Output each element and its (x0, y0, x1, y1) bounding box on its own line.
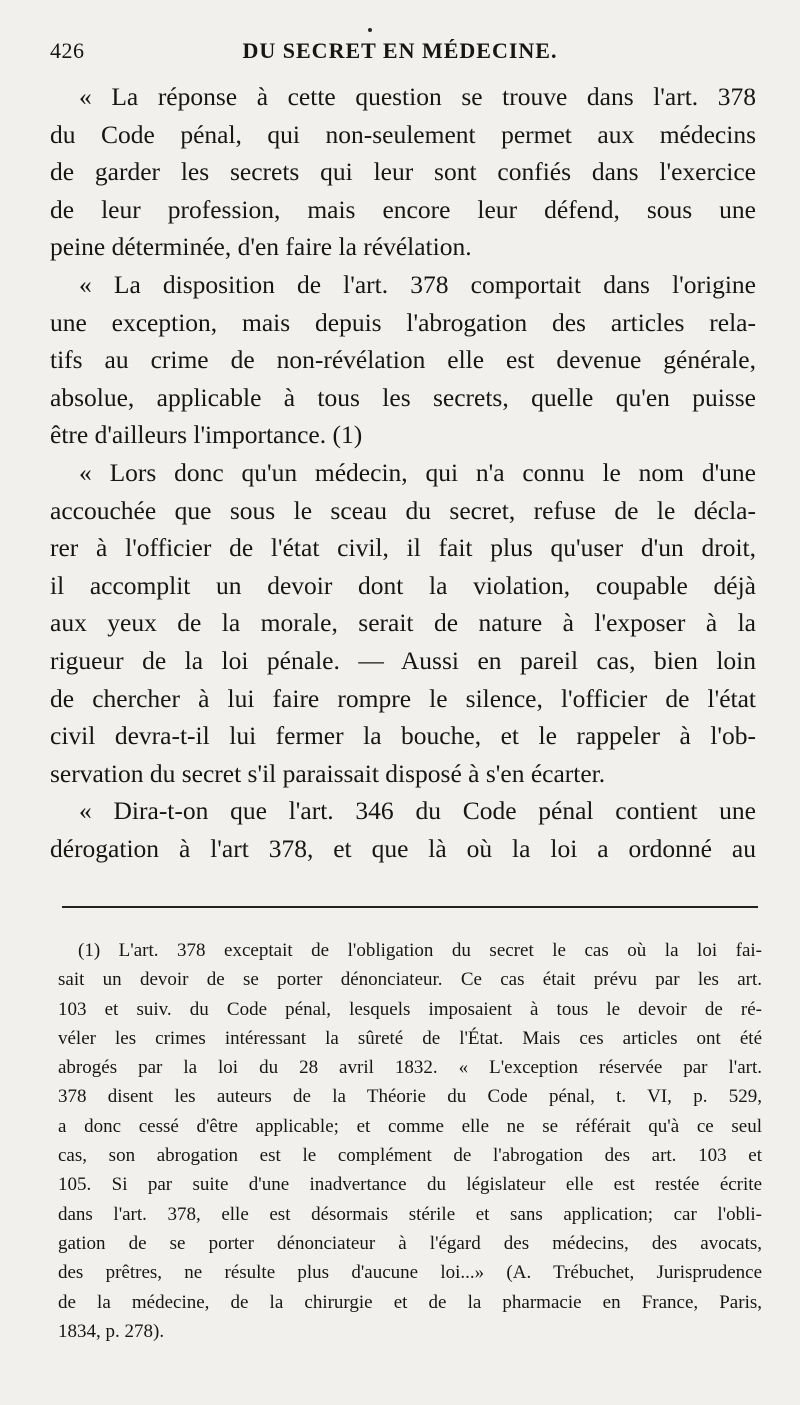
text-line: accouchée que sous le sceau du secret, refuse de le décla- (50, 495, 756, 525)
text-line: rigueur de la loi pénale. — Aussi en pareil cas, bien loin (50, 645, 756, 675)
footnote-line: 378 disent les auteurs de la Théorie du Code pénal, t. VI, p. 529, (58, 1086, 762, 1108)
text-line: « Dira-t-on que l'art. 346 du Code pénal contient une (79, 796, 756, 826)
footnote-line: de la médecine, de la chirurgie et de la pharmacie en France, Paris, (58, 1291, 762, 1313)
text-line: « Lors donc qu'un médecin, qui n'a connu le nom d'une (79, 457, 756, 487)
footnote-line: gation de se porter dénonciateur à l'égard des médecins, des avocats, (58, 1232, 762, 1254)
text-line: « La disposition de l'art. 378 comportait dans l'origine (79, 269, 756, 299)
footnote-line: abrogés par la loi du 28 avril 1832. « L'exception réservée par l'art. (58, 1057, 762, 1079)
text-line: civil devra-t-il lui fermer la bouche, et le rappeler à l'ob- (50, 721, 756, 751)
footnote-separator-rule (62, 906, 758, 908)
text-line: absolue, applicable à tous les secrets, quelle qu'en puisse (50, 382, 756, 412)
page-header (50, 38, 750, 68)
footnote-line: a donc cessé d'être applicable; et comme elle ne se référait qu'à ce seul (58, 1115, 762, 1137)
text-line: servation du secret s'il paraissait disposé à s'en écarter. (50, 758, 606, 788)
text-line: aux yeux de la morale, serait de nature à l'exposer à la (50, 608, 756, 638)
footnote-line: (1) L'art. 378 exceptait de l'obligation du secret le cas où la loi fai- (78, 940, 762, 961)
text-line: une exception, mais depuis l'abrogation des articles rela- (50, 307, 756, 337)
text-line: de garder les secrets qui leur sont confiés dans l'exercice (50, 157, 756, 187)
text-line: être d'ailleurs l'importance. (1) (50, 420, 363, 450)
text-line: dérogation à l'art 378, et que là où la loi a ordonné au (50, 833, 756, 863)
main-text (50, 78, 756, 867)
text-line: tifs au crime de non-révélation elle est devenue générale, (50, 345, 756, 375)
text-line: peine déterminée, d'en faire la révélation. (50, 232, 472, 262)
footnote-line: cas, son abrogation est le complément de l'abrogation des art. 103 et (58, 1145, 762, 1167)
text-line: du Code pénal, qui non-seulement permet aux médecins (50, 119, 756, 149)
running-title: DU SECRET EN MÉDECINE. (242, 38, 558, 63)
text-line: de chercher à lui faire rompre le silence, l'officier de l'état (50, 683, 756, 713)
footnote-line: véler les crimes intéressant la sûreté de l'État. Mais ces articles ont été (58, 1027, 762, 1049)
footnote (58, 936, 762, 1346)
page-number: 426 (50, 38, 85, 63)
footnote-line: 1834, p. 278). (58, 1320, 165, 1342)
footnote-line: dans l'art. 378, elle est désormais stérile et sans application; car l'obli- (58, 1203, 762, 1225)
footnote-line: 105. Si par suite d'une inadvertance du législateur elle est restée écrite (58, 1174, 762, 1196)
text-line: rer à l'officier de l'état civil, il fait plus qu'user d'un droit, (50, 533, 756, 563)
text-line: de leur profession, mais encore leur défend, sous une (50, 194, 756, 224)
footnote-line: sait un devoir de se porter dénonciateur. Ce cas était prévu par les art. (58, 969, 762, 991)
text-line: « La réponse à cette question se trouve dans l'art. 378 (79, 82, 756, 111)
footnote-line: des prêtres, ne résulte plus d'aucune loi...» (A. Trébuchet, Jurisprudence (58, 1262, 762, 1284)
footnote-line: 103 et suiv. du Code pénal, lesquels imposaient à tous le devoir de ré- (58, 998, 762, 1020)
text-line: il accomplit un devoir dont la violation, coupable déjà (50, 570, 756, 600)
ink-speck (368, 28, 372, 32)
